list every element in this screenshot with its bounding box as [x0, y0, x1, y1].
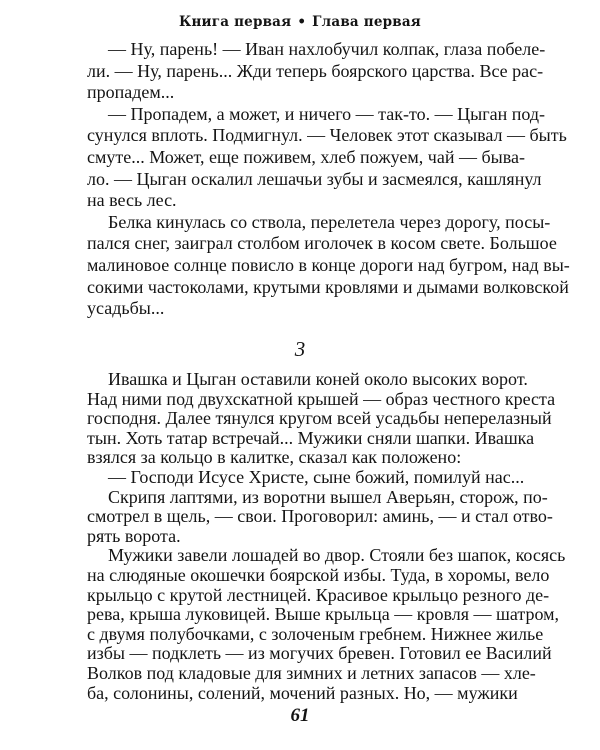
text-line: пропадем... — [87, 82, 175, 103]
text-line: Мужики завели лошадей во двор. Стояли без шапок, косясь — [108, 545, 566, 566]
text-line: на слюдяные окошечки боярской избы. Туда, в хоромы, вело — [87, 565, 550, 585]
text-line: ли. — Ну, парень... Жди теперь боярского царства. Все рас- — [87, 60, 544, 81]
page-number: 61 — [290, 705, 310, 726]
text-line: малиновое солнце повисло в конце дороги над бугром, над вы- — [87, 255, 570, 275]
text-line: тын. Хоть татар встречай... Мужики сняли шапки. Ивашка — [87, 427, 535, 448]
text-line: Волков под кладовые для зимних и летних запасов — хле- — [87, 663, 536, 683]
text-line: рева, крыша луковицей. Выше крыльца — кровля — шатром, — [87, 604, 560, 625]
running-head-chapter: Глава первая — [312, 14, 421, 30]
text-line: господня. Далее тянулся кругом всей усадьбы неперелазный — [87, 408, 552, 429]
running-head — [0, 14, 600, 30]
text-line: Ивашка и Цыган оставили коней около высоких ворот. — [108, 369, 528, 389]
text-line: ло. — Цыган оскалил лешачьи зубы и засмеялся, кашлянул — [87, 168, 542, 189]
text-line: — Ну, парень! — Иван нахлобучил колпак, глаза побеле- — [108, 39, 546, 59]
text-line: — Пропадем, а может, и ничего — так-то. — Цыган под- — [108, 103, 545, 124]
text-line: смотрел в щель, — свои. Проговорил: аминь, — и стал отво- — [87, 506, 553, 527]
text-line: ба, солонины, солений, мочений разных. Но, — мужики — [87, 682, 518, 703]
text-line: усадьбы... — [87, 298, 165, 319]
running-head-separator: • — [297, 14, 307, 30]
text-line: крыльцо с крутой лестницей. Красивое крыльцо резного де- — [87, 584, 550, 605]
text-line: избы — подклеть — из могучих бревен. Готовил ее Василий — [87, 643, 552, 664]
text-line: с двумя полубочками, с золоченым гребнем. Нижнее жилье — [87, 623, 544, 644]
section-number: 3 — [294, 337, 306, 361]
running-head-book: Книга первая — [179, 14, 292, 30]
text-line: — Господи Исусе Христе, сыне божий, помилуй нас... — [108, 467, 525, 487]
text-line: Скрипя лаптями, из воротни вышел Аверьян, сторож, по- — [108, 486, 548, 507]
text-line: на весь лес. — [87, 190, 177, 211]
text-line: рять ворота. — [87, 525, 181, 546]
text-line: пался снег, заиграл столбом иголочек в косом свете. Большое — [87, 233, 557, 254]
text-line: сокими частоколами, крутыми кровлями и дымами волковской — [87, 276, 569, 297]
text-line: сунулся вплоть. Подмигнул. — Человек этот сказывал — быть — [87, 125, 567, 146]
text-line: взялся за кольцо в калитке, сказал как положено: — [87, 447, 462, 468]
text-line: Над ними под двухскатной крышей — образ честного креста — [87, 388, 556, 409]
text-line: смуте... Может, еще поживем, хлеб пожуем, чай — быва- — [87, 147, 525, 167]
text-line: Белка кинулась со ствола, перелетела через дорогу, посы- — [108, 211, 551, 232]
